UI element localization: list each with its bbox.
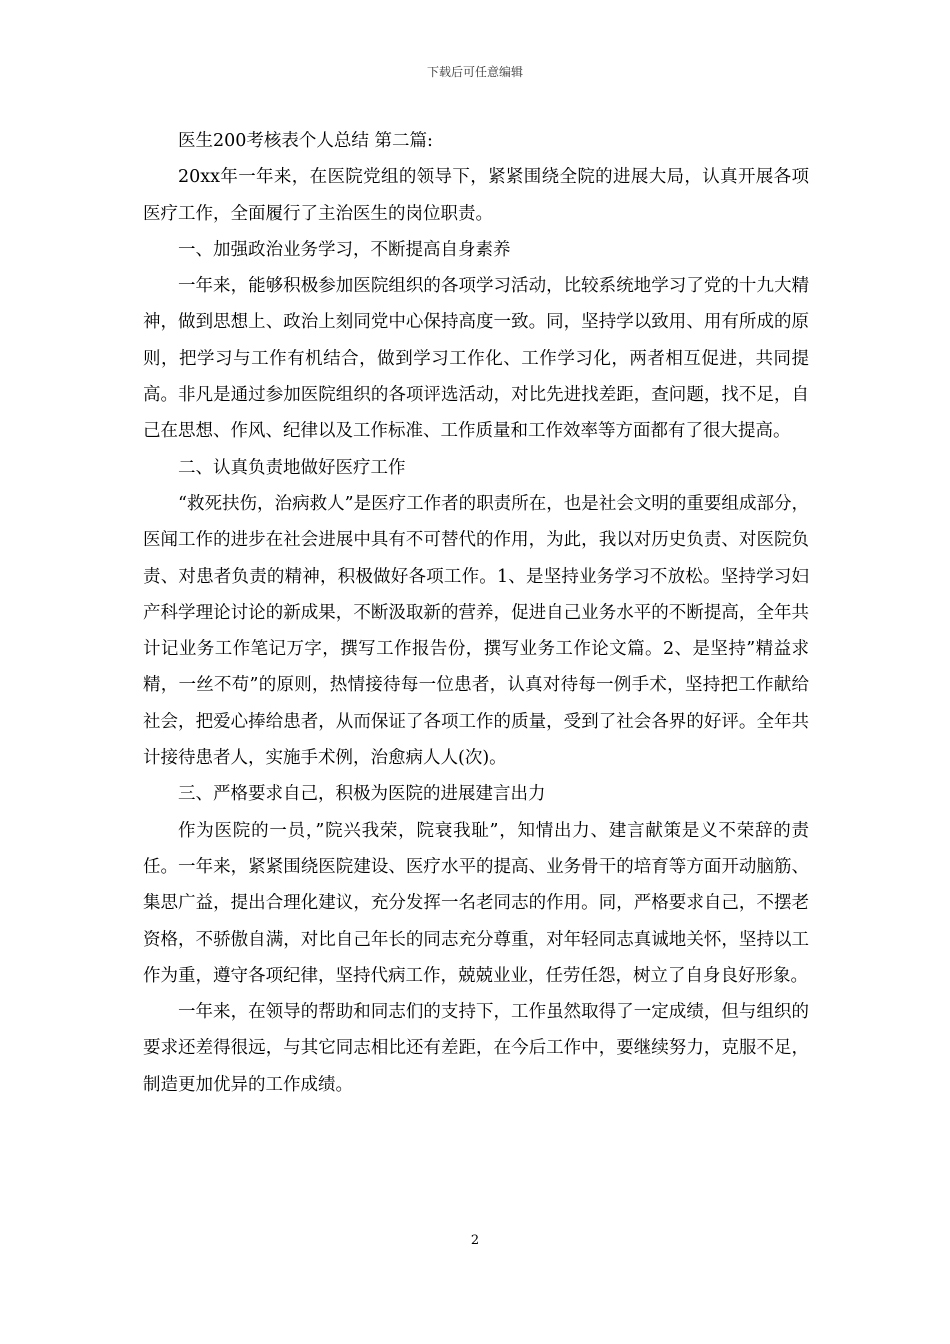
document-body	[143, 123, 809, 1103]
section-heading-3: 三、严格要求自己，积极为医院的进展建言出力	[178, 784, 546, 805]
section-heading-2: 二、认真负责地做好医疗工作	[178, 457, 406, 478]
conclusion-paragraph: 一年来，在领导的帮助和同志们的支持下，工作虽然取得了一定成绩，但与组织的要求还差得很远，与其它同志相比还有差距，在今后工作中，要继续努力，克服不足，制造更加优异的工作成绩。	[143, 1002, 809, 1095]
page-number: 2	[470, 1233, 480, 1248]
section-heading-1: 一、加强政治业务学习，不断提高自身素养	[178, 239, 511, 260]
intro-paragraph: 20xx年一年来，在医院党组的领导下，紧紧围绕全院的进展大局，认真开展各项医疗工作，全面履行了主治医生的岗位职责。	[143, 167, 809, 224]
section-2-paragraph: “救死扶伤，治病救人”是医疗工作者的职责所在，也是社会文明的重要组成部分，医闻工作的进步在社会进展中具有不可替代的作用，为此，我以对历史负责、对医院负责、对患者负责的精神，积极做好各项工作。1、是坚持业务学习不放松。坚持学习妇产科学理论讨论的新成果，不断汲取新的营养，促进自己业务水平的不断提高，全年共计记业务工作笔记万字，撰写工作报告份，撰写业务工作论文篇。2、是坚持”精益求精，一丝不苟”的原则，热情接待每一位患者，认真对待每一例手术，坚持把工作献给社会，把爱心捧给患者，从而保证了各项工作的质量，受到了社会各界的好评。全年共计接待患者人，实施手术例，治愈病人人(次)。	[143, 493, 809, 769]
page-header-note: 下载后可任意编辑	[426, 65, 523, 79]
section-1-paragraph: 一年来，能够积极参加医院组织的各项学习活动，比较系统地学习了党的十九大精神，做到思想上、政治上刻同党中心保持高度一致。同，坚持学以致用、用有所成的原则，把学习与工作有机结合，做到学习工作化、工作学习化，两者相互促进，共同提高。非凡是通过参加医院组织的各项评选活动，对比先进找差距，查问题，找不足，自己在思想、作风、纪律以及工作标准、工作质量和工作效率等方面都有了很大提高。	[143, 276, 809, 442]
document-title-line: 医生200考核表个人总结 第二篇:	[178, 131, 433, 151]
section-3-paragraph: 作为医院的一员，”院兴我荣，院衰我耻”，知情出力、建言献策是义不荣辞的责任。一年来，紧紧围绕医院建设、医疗水平的提高、业务骨干的培育等方面开动脑筋、集思广益，提出合理化建议，充分发挥一名老同志的作用。同，严格要求自己，不摆老资格，不骄傲自满，对比自己年长的同志充分尊重，对年轻同志真诚地关怀，坚持以工作为重，遵守各项纪律，坚持代病工作，兢兢业业，任劳任怨，树立了自身良好形象。	[143, 820, 809, 986]
